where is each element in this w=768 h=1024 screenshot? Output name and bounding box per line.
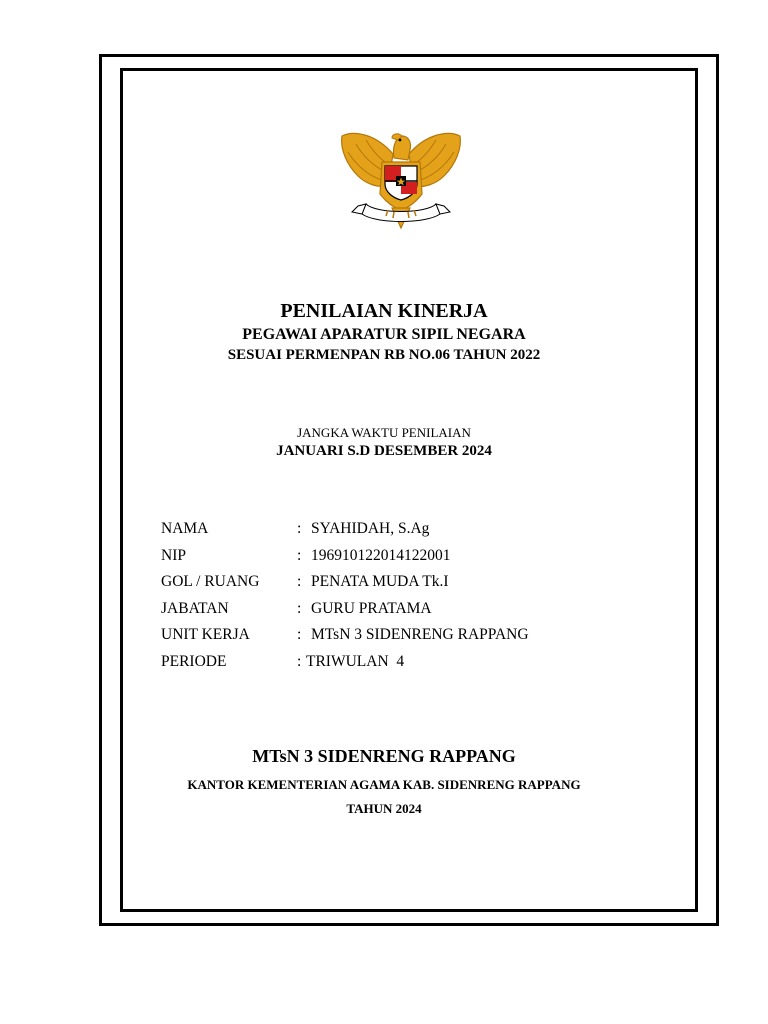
- info-separator: :: [297, 573, 302, 590]
- info-label: NAMA: [161, 520, 209, 537]
- info-label: PERIODE: [161, 652, 227, 670]
- info-separator: :: [297, 626, 302, 643]
- office-name: KANTOR KEMENTERIAN AGAMA KAB. SIDENRENG RAPPANG: [187, 777, 581, 792]
- info-separator: :: [297, 546, 302, 564]
- info-value: TRIWULAN 4: [306, 652, 405, 670]
- info-value: 196910122014122001: [311, 546, 451, 564]
- document-title: PENILAIAN KINERJA: [280, 300, 488, 322]
- document-year: TAHUN 2024: [346, 801, 422, 816]
- assessment-period-label: JANGKA WAKTU PENILAIAN: [297, 425, 471, 440]
- info-separator: :: [297, 652, 302, 670]
- info-label: UNIT KERJA: [161, 626, 250, 643]
- garuda-emblem-icon: [336, 124, 466, 236]
- info-separator: :: [297, 520, 302, 537]
- info-value: SYAHIDAH, S.Ag: [311, 520, 430, 537]
- info-label: JABATAN: [161, 599, 229, 617]
- info-value: PENATA MUDA Tk.I: [311, 573, 449, 590]
- school-name: MTsN 3 SIDENRENG RAPPANG: [252, 746, 516, 766]
- info-label: NIP: [161, 546, 186, 564]
- info-value: MTsN 3 SIDENRENG RAPPANG: [311, 626, 529, 643]
- document-subtitle: PEGAWAI APARATUR SIPIL NEGARA: [242, 326, 526, 343]
- assessment-period-value: JANUARI S.D DESEMBER 2024: [276, 443, 492, 459]
- document-regulation: SESUAI PERMENPAN RB NO.06 TAHUN 2022: [227, 347, 541, 363]
- info-label: GOL / RUANG: [161, 573, 260, 590]
- info-value: GURU PRATAMA: [311, 599, 432, 617]
- info-separator: :: [297, 599, 302, 617]
